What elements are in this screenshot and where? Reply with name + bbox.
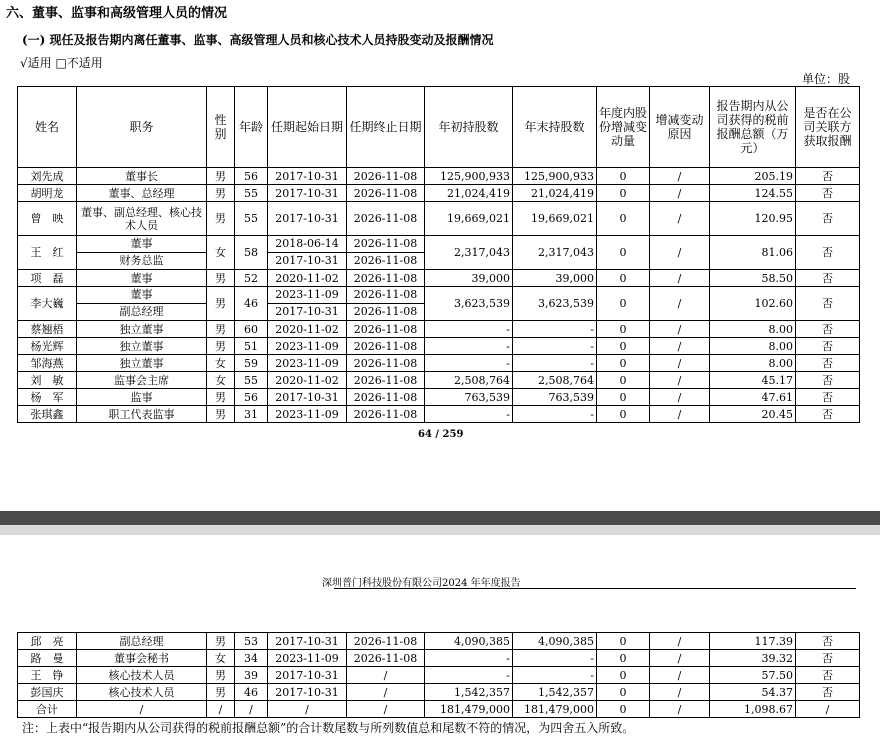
shares-end-cell: 1,542,357 xyxy=(513,684,597,701)
shares-begin-cell: 1,542,357 xyxy=(425,684,513,701)
position-cell: 监事会主席 xyxy=(77,372,207,389)
table-header-row xyxy=(18,87,860,168)
term-end-cell-line-2: 2026-11-08 xyxy=(347,252,424,269)
table-row xyxy=(18,372,860,389)
pay-cell: 57.50 xyxy=(710,667,796,684)
term-end-cell-line-2: 2026-11-08 xyxy=(347,303,424,320)
term-end-cell: 2026-11-08 xyxy=(347,355,425,372)
gender-cell: 男 xyxy=(207,389,235,406)
pay-cell: 47.61 xyxy=(710,389,796,406)
sub-title: (一) 现任及报告期内离任董事、监事、高级管理人员和核心技术人员持股变动及报酬情况 xyxy=(22,33,494,47)
shares-begin-cell: - xyxy=(425,338,513,355)
shares-begin-cell: - xyxy=(425,650,513,667)
table-row xyxy=(18,270,860,287)
term-start-cell: 2017-10-31 xyxy=(268,168,347,185)
report-header: 深圳普门科技股份有限公司2024 年年度报告 xyxy=(322,578,521,589)
pay-cell: 81.06 xyxy=(710,236,796,270)
change-reason-cell: / xyxy=(650,321,710,338)
change-reason-cell: / xyxy=(650,287,710,321)
gender-cell: 女 xyxy=(207,650,235,667)
position-cell: 董事、副总经理、核心技术人员 xyxy=(77,202,207,236)
shares-end-cell: 19,669,021 xyxy=(513,202,597,236)
header-name: 姓名 xyxy=(18,87,77,168)
table-row xyxy=(18,650,860,667)
age-cell: 51 xyxy=(235,338,268,355)
pay-cell: 45.17 xyxy=(710,372,796,389)
position-cell xyxy=(77,236,207,270)
table-row xyxy=(18,406,860,423)
shares-end-cell: - xyxy=(513,338,597,355)
related-pay-cell: 否 xyxy=(796,389,860,406)
gender-cell: 男 xyxy=(207,168,235,185)
term-end-cell: / xyxy=(347,667,425,684)
share-change-cell: 0 xyxy=(597,684,650,701)
table-row xyxy=(18,701,860,718)
table-row xyxy=(18,338,860,355)
person-name: 项 磊 xyxy=(18,270,77,287)
header-divider xyxy=(334,588,856,589)
header-age: 年龄 xyxy=(235,87,268,168)
pay-cell: 39.32 xyxy=(710,650,796,667)
position-cell: 董事 xyxy=(77,270,207,287)
pay-cell: 124.55 xyxy=(710,185,796,202)
term-start-cell: 2020-11-02 xyxy=(268,372,347,389)
age-cell: 46 xyxy=(235,287,268,321)
term-end-cell: 2026-11-08 xyxy=(347,202,425,236)
position-cell-line-2: 财务总监 xyxy=(77,252,206,269)
pay-cell: 102.60 xyxy=(710,287,796,321)
person-name: 刘先成 xyxy=(18,168,77,185)
change-reason-cell: / xyxy=(650,270,710,287)
pay-cell: 120.95 xyxy=(710,202,796,236)
gender-cell: 男 xyxy=(207,185,235,202)
term-end-cell-line-1: 2026-11-08 xyxy=(353,237,418,250)
term-end-cell xyxy=(347,236,425,270)
table-row xyxy=(18,633,860,650)
person-name: 王 红 xyxy=(18,236,77,270)
pay-cell: 1,098.67 xyxy=(710,701,796,718)
gender-cell: 男 xyxy=(207,684,235,701)
header-term-start: 任期起始日期 xyxy=(268,87,347,168)
page-break-light xyxy=(0,525,880,535)
position-cell-line-1: 董事 xyxy=(130,288,153,301)
position-cell: 独立董事 xyxy=(77,321,207,338)
age-cell: 34 xyxy=(235,650,268,667)
related-pay-cell: 否 xyxy=(796,667,860,684)
position-cell: 独立董事 xyxy=(77,355,207,372)
term-start-cell-line-1: 2023-11-09 xyxy=(275,288,339,301)
term-start-cell xyxy=(268,287,347,321)
shares-begin-cell: 39,000 xyxy=(425,270,513,287)
change-reason-cell: / xyxy=(650,389,710,406)
shares-end-cell: - xyxy=(513,321,597,338)
related-pay-cell: 否 xyxy=(796,287,860,321)
term-end-cell: 2026-11-08 xyxy=(347,372,425,389)
share-change-cell: 0 xyxy=(597,202,650,236)
header-shares-begin: 年初持股数 xyxy=(425,87,513,168)
term-start-cell: 2017-10-31 xyxy=(268,667,347,684)
gender-cell: 男 xyxy=(207,633,235,650)
age-cell: 46 xyxy=(235,684,268,701)
gender-cell: 女 xyxy=(207,372,235,389)
shares-end-cell: 2,508,764 xyxy=(513,372,597,389)
director-shareholding-table xyxy=(17,86,860,423)
table-row xyxy=(18,389,860,406)
person-name: 杨 军 xyxy=(18,389,77,406)
person-name: 刘 敏 xyxy=(18,372,77,389)
position-cell: 核心技术人员 xyxy=(77,667,207,684)
position-cell: 核心技术人员 xyxy=(77,684,207,701)
term-end-cell: 2026-11-08 xyxy=(347,650,425,667)
shares-end-cell: 39,000 xyxy=(513,270,597,287)
change-reason-cell: / xyxy=(650,185,710,202)
term-start-cell-line-2: 2017-10-31 xyxy=(268,303,346,320)
position-cell: 副总经理 xyxy=(77,633,207,650)
term-start-cell: 2017-10-31 xyxy=(268,684,347,701)
shares-end-cell: 125,900,933 xyxy=(513,168,597,185)
table-row xyxy=(18,236,860,270)
person-name: 邹海燕 xyxy=(18,355,77,372)
header-position: 职务 xyxy=(77,87,207,168)
related-pay-cell: 否 xyxy=(796,270,860,287)
term-start-cell: 2023-11-09 xyxy=(268,355,347,372)
position-cell: / xyxy=(77,701,207,718)
change-reason-cell: / xyxy=(650,667,710,684)
share-change-cell: 0 xyxy=(597,701,650,718)
position-cell-line-1: 董事 xyxy=(130,237,153,250)
pay-cell: 58.50 xyxy=(710,270,796,287)
shares-begin-cell: - xyxy=(425,667,513,684)
table-row xyxy=(18,287,860,321)
gender-cell: / xyxy=(207,701,235,718)
term-start-cell: 2020-11-02 xyxy=(268,270,347,287)
position-cell xyxy=(77,287,207,321)
header-share-change: 年度内股份增减变动量 xyxy=(597,87,650,168)
term-start-cell: 2020-11-02 xyxy=(268,321,347,338)
term-end-cell: 2026-11-08 xyxy=(347,633,425,650)
pay-cell: 8.00 xyxy=(710,321,796,338)
term-start-cell: 2023-11-09 xyxy=(268,650,347,667)
term-end-cell: 2026-11-08 xyxy=(347,406,425,423)
related-pay-cell: 否 xyxy=(796,355,860,372)
shares-begin-cell: 125,900,933 xyxy=(425,168,513,185)
section-title: 六、董事、监事和高级管理人员的情况 xyxy=(6,6,228,21)
related-pay-cell: / xyxy=(796,701,860,718)
change-reason-cell: / xyxy=(650,168,710,185)
term-end-cell: 2026-11-08 xyxy=(347,185,425,202)
position-cell: 董事长 xyxy=(77,168,207,185)
related-pay-cell: 否 xyxy=(796,650,860,667)
share-change-cell: 0 xyxy=(597,338,650,355)
change-reason-cell: / xyxy=(650,701,710,718)
shares-begin-cell: 21,024,419 xyxy=(425,185,513,202)
share-change-cell: 0 xyxy=(597,168,650,185)
page-break-dark xyxy=(0,511,880,525)
shares-end-cell: - xyxy=(513,667,597,684)
change-reason-cell: / xyxy=(650,236,710,270)
table-row xyxy=(18,355,860,372)
shares-begin-cell: 3,623,539 xyxy=(425,287,513,321)
share-change-cell: 0 xyxy=(597,355,650,372)
age-cell: 60 xyxy=(235,321,268,338)
term-start-cell-line-1: 2018-06-14 xyxy=(275,237,339,250)
term-start-cell: 2017-10-31 xyxy=(268,389,347,406)
term-end-cell: / xyxy=(347,684,425,701)
person-name: 胡明龙 xyxy=(18,185,77,202)
age-cell: 52 xyxy=(235,270,268,287)
term-end-cell: 2026-11-08 xyxy=(347,338,425,355)
shares-end-cell: 21,024,419 xyxy=(513,185,597,202)
header-shares-end: 年末持股数 xyxy=(513,87,597,168)
related-pay-cell: 否 xyxy=(796,185,860,202)
term-start-cell: 2023-11-09 xyxy=(268,338,347,355)
age-cell: 56 xyxy=(235,389,268,406)
related-pay-cell: 否 xyxy=(796,338,860,355)
footnote: 注：上表中“报告期内从公司获得的税前报酬总额”的合计数尾数与所列数值总和尾数不符的情况，为四舍五入所致。 xyxy=(22,721,635,735)
shares-end-cell: 181,479,000 xyxy=(513,701,597,718)
related-pay-cell: 否 xyxy=(796,168,860,185)
pay-cell: 8.00 xyxy=(710,355,796,372)
change-reason-cell: / xyxy=(650,355,710,372)
page-number: 64 / 259 xyxy=(418,429,464,440)
person-name: 路 曼 xyxy=(18,650,77,667)
related-pay-cell: 否 xyxy=(796,202,860,236)
position-cell: 董事、总经理 xyxy=(77,185,207,202)
gender-cell: 男 xyxy=(207,287,235,321)
change-reason-cell: / xyxy=(650,633,710,650)
shares-begin-cell: - xyxy=(425,321,513,338)
share-change-cell: 0 xyxy=(597,185,650,202)
person-name: 彭国庆 xyxy=(18,684,77,701)
gender-cell: 女 xyxy=(207,355,235,372)
term-end-cell: 2026-11-08 xyxy=(347,270,425,287)
unit-label: 单位：股 xyxy=(802,72,851,86)
person-name: 杨光辉 xyxy=(18,338,77,355)
shares-begin-cell: 181,479,000 xyxy=(425,701,513,718)
gender-cell: 女 xyxy=(207,236,235,270)
change-reason-cell: / xyxy=(650,650,710,667)
pay-cell: 205.19 xyxy=(710,168,796,185)
term-start-cell: 2017-10-31 xyxy=(268,633,347,650)
position-cell: 董事会秘书 xyxy=(77,650,207,667)
related-pay-cell: 否 xyxy=(796,236,860,270)
shares-end-cell: 3,623,539 xyxy=(513,287,597,321)
term-end-cell: / xyxy=(347,701,425,718)
shares-begin-cell: 763,539 xyxy=(425,389,513,406)
change-reason-cell: / xyxy=(650,372,710,389)
share-change-cell: 0 xyxy=(597,650,650,667)
shares-begin-cell: 4,090,385 xyxy=(425,633,513,650)
shares-begin-cell: 2,508,764 xyxy=(425,372,513,389)
shares-end-cell: - xyxy=(513,650,597,667)
share-change-cell: 0 xyxy=(597,406,650,423)
share-change-cell: 0 xyxy=(597,287,650,321)
term-end-cell: 2026-11-08 xyxy=(347,321,425,338)
applicability-checkbox: √适用 □不适用 xyxy=(20,56,103,70)
share-change-cell: 0 xyxy=(597,270,650,287)
person-name: 张琪鑫 xyxy=(18,406,77,423)
gender-cell: 男 xyxy=(207,270,235,287)
age-cell: 55 xyxy=(235,185,268,202)
age-cell: 53 xyxy=(235,633,268,650)
share-change-cell: 0 xyxy=(597,633,650,650)
change-reason-cell: / xyxy=(650,202,710,236)
table-row xyxy=(18,185,860,202)
header-related-pay: 是否在公司关联方获取报酬 xyxy=(796,87,860,168)
change-reason-cell: / xyxy=(650,406,710,423)
related-pay-cell: 否 xyxy=(796,406,860,423)
pay-cell: 8.00 xyxy=(710,338,796,355)
term-start-cell: / xyxy=(268,701,347,718)
gender-cell: 男 xyxy=(207,406,235,423)
shares-end-cell: 4,090,385 xyxy=(513,633,597,650)
shares-end-cell: - xyxy=(513,355,597,372)
person-name: 合计 xyxy=(18,701,77,718)
gender-cell: 男 xyxy=(207,202,235,236)
term-end-cell xyxy=(347,287,425,321)
gender-cell: 男 xyxy=(207,321,235,338)
person-name: 曾 映 xyxy=(18,202,77,236)
age-cell: 58 xyxy=(235,236,268,270)
age-cell: 59 xyxy=(235,355,268,372)
position-cell: 职工代表监事 xyxy=(77,406,207,423)
person-name: 王 铮 xyxy=(18,667,77,684)
related-pay-cell: 否 xyxy=(796,633,860,650)
position-cell: 独立董事 xyxy=(77,338,207,355)
director-shareholding-table-continued xyxy=(17,632,860,718)
person-name: 蔡翘梧 xyxy=(18,321,77,338)
shares-end-cell: 2,317,043 xyxy=(513,236,597,270)
position-cell-line-2: 副总经理 xyxy=(77,303,206,320)
related-pay-cell: 否 xyxy=(796,321,860,338)
person-name: 邱 亮 xyxy=(18,633,77,650)
term-start-cell-line-2: 2017-10-31 xyxy=(268,252,346,269)
related-pay-cell: 否 xyxy=(796,372,860,389)
term-start-cell: 2023-11-09 xyxy=(268,406,347,423)
gender-cell: 男 xyxy=(207,338,235,355)
age-cell: 55 xyxy=(235,372,268,389)
shares-end-cell: 763,539 xyxy=(513,389,597,406)
share-change-cell: 0 xyxy=(597,321,650,338)
pay-cell: 20.45 xyxy=(710,406,796,423)
pay-cell: 54.37 xyxy=(710,684,796,701)
shares-begin-cell: 19,669,021 xyxy=(425,202,513,236)
age-cell: 39 xyxy=(235,667,268,684)
change-reason-cell: / xyxy=(650,684,710,701)
share-change-cell: 0 xyxy=(597,372,650,389)
header-term-end: 任期终止日期 xyxy=(347,87,425,168)
header-gender: 性别 xyxy=(207,87,235,168)
table-row xyxy=(18,321,860,338)
term-end-cell-line-1: 2026-11-08 xyxy=(353,288,418,301)
pay-cell: 117.39 xyxy=(710,633,796,650)
term-start-cell: 2017-10-31 xyxy=(268,202,347,236)
position-cell: 监事 xyxy=(77,389,207,406)
header-change-reason: 增减变动原因 xyxy=(650,87,710,168)
table-row xyxy=(18,202,860,236)
term-end-cell: 2026-11-08 xyxy=(347,389,425,406)
related-pay-cell: 否 xyxy=(796,684,860,701)
table-row xyxy=(18,684,860,701)
term-end-cell: 2026-11-08 xyxy=(347,168,425,185)
share-change-cell: 0 xyxy=(597,667,650,684)
table-row xyxy=(18,168,860,185)
age-cell: 31 xyxy=(235,406,268,423)
header-pay: 报告期内从公司获得的税前报酬总额（万元） xyxy=(710,87,796,168)
shares-begin-cell: - xyxy=(425,355,513,372)
person-name: 李大巍 xyxy=(18,287,77,321)
age-cell: / xyxy=(235,701,268,718)
gender-cell: 男 xyxy=(207,667,235,684)
term-start-cell xyxy=(268,236,347,270)
term-start-cell: 2017-10-31 xyxy=(268,185,347,202)
change-reason-cell: / xyxy=(650,338,710,355)
share-change-cell: 0 xyxy=(597,389,650,406)
shares-begin-cell: - xyxy=(425,406,513,423)
age-cell: 55 xyxy=(235,202,268,236)
table-row xyxy=(18,667,860,684)
shares-begin-cell: 2,317,043 xyxy=(425,236,513,270)
share-change-cell: 0 xyxy=(597,236,650,270)
shares-end-cell: - xyxy=(513,406,597,423)
age-cell: 56 xyxy=(235,168,268,185)
